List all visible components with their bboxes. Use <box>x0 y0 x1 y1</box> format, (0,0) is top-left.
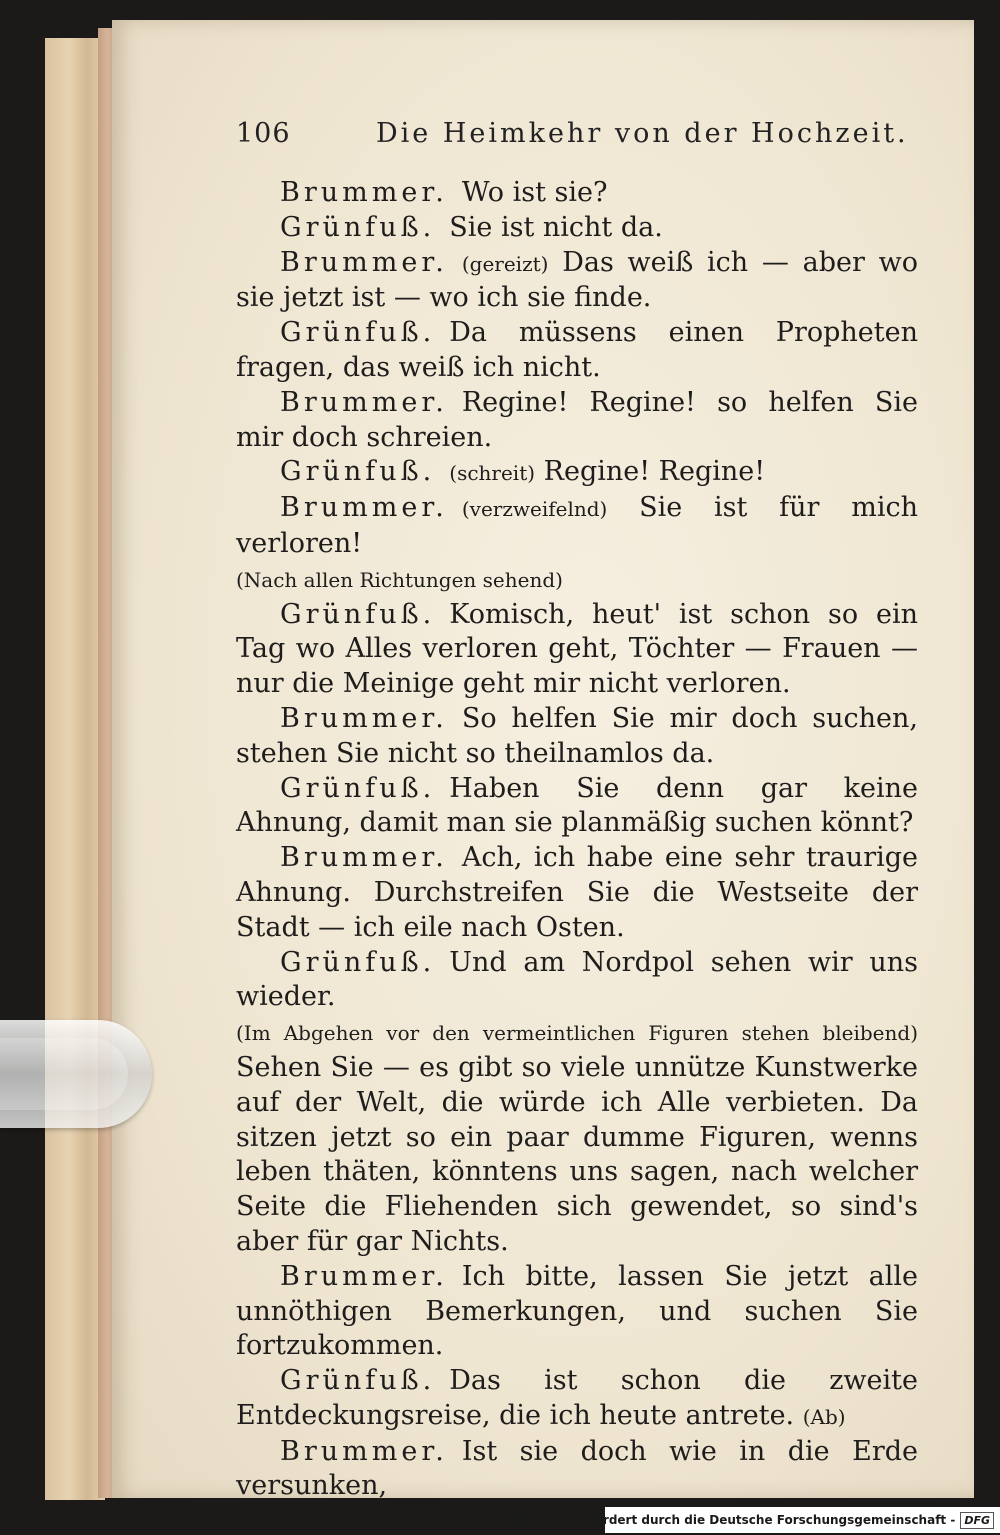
digitization-footer <box>468 1507 1000 1533</box>
page-clip <box>0 1020 152 1128</box>
paragraph <box>236 1435 918 1505</box>
paragraph <box>236 491 918 562</box>
paragraph <box>236 946 918 1016</box>
stage-direction-line <box>236 562 918 598</box>
dfg-logo: DFG <box>960 1512 994 1529</box>
speaker-name: Grünfuß. <box>280 211 436 243</box>
running-title: Die Heimkehr von der Hochzeit. <box>376 118 909 149</box>
paragraph <box>236 211 918 246</box>
speaker-name: Brummer. <box>280 492 448 524</box>
speaker-name: Grünfuß. <box>280 598 436 630</box>
speaker-name: Brummer. <box>280 842 448 874</box>
speech: Da müssens einen Propheten fragen, das weiß ich nicht. <box>236 317 918 383</box>
stage-direction: (verzweifelnd) <box>461 497 608 522</box>
speech: Regine! Regine! so helfen Sie mir doch schreien. <box>236 386 918 453</box>
speech: Und am Nordpol sehen wir uns wieder. <box>236 946 918 1013</box>
paragraph <box>236 246 918 317</box>
play-text <box>236 176 918 1504</box>
speech: Das weiß ich — aber wo sie jetzt ist — wo ich sie finde. <box>236 246 918 314</box>
paragraph <box>236 598 918 702</box>
speaker-name: Brummer. <box>280 246 448 278</box>
speaker-name: Grünfuß. <box>280 772 436 804</box>
speaker-name: Brummer. <box>280 1260 448 1292</box>
paragraph <box>236 316 918 386</box>
stage-direction: (schreit) <box>449 461 536 486</box>
paragraph <box>236 176 918 211</box>
speech: Ist sie doch wie in die Erde versunken, <box>236 1435 918 1502</box>
stage-direction: (gereizt) <box>461 251 549 276</box>
speech: Das ist schon die zweite Entdeckungsreise, die ich heute antrete. <box>236 1365 918 1431</box>
speech: So helfen Sie mir doch suchen, stehen Sie nicht so theilnamlos da. <box>236 702 918 769</box>
stage-direction: (Ab) <box>802 1404 846 1429</box>
speech: Ach, ich habe eine sehr traurige Ahnung. Durchstreifen Sie die Westseite der Stadt — ich eile nach Osten. <box>236 842 918 943</box>
page-stack <box>45 38 105 1500</box>
speaker-name: Grünfuß. <box>280 946 436 978</box>
stage-direction: (Nach allen Richtungen sehend) <box>236 567 563 592</box>
paragraph <box>236 455 918 491</box>
speaker-name: Brummer. <box>280 702 448 734</box>
speaker-name: Brummer. <box>280 177 448 208</box>
speech: Sehen Sie — es gibt so viele unnütze Kunstwerke auf der Welt, die würde ich Alle verbieten. Da sitzen jetzt so ein paar dumme Figuren, wenns leben thäten, könntens uns sagen, nach welcher Seite die Fliehenden sich gewendet, so sind's aber für gar Nichts. <box>236 1051 918 1257</box>
paragraph <box>236 1260 918 1364</box>
page-number: 106 <box>236 118 291 149</box>
paragraph <box>236 386 918 456</box>
paragraph <box>236 772 918 842</box>
speech: Haben Sie denn gar keine Ahnung, damit man sie planmäßig suchen könnt? <box>236 772 918 839</box>
paragraph <box>236 1015 918 1260</box>
speaker-name: Grünfuß. <box>280 456 436 488</box>
stage-direction: (Im Abgehen vor den vermeintlichen Figuren stehen bleibend) <box>236 1021 918 1046</box>
speech: Sie ist für mich verloren! <box>236 492 918 559</box>
page-header <box>236 118 916 154</box>
paragraph <box>236 1364 918 1435</box>
paragraph <box>236 702 918 772</box>
paragraph <box>236 841 918 945</box>
speaker-name: Grünfuß. <box>280 317 436 349</box>
speaker-name: Grünfuß. <box>280 1365 436 1397</box>
speech: Regine! Regine! <box>543 456 766 488</box>
speaker-name: Brummer. <box>280 386 448 418</box>
speech: Wo ist sie? <box>461 177 608 208</box>
speech: Ich bitte, lassen Sie jetzt alle unnöthigen Bemerkungen, und suchen Sie fortzukommen. <box>236 1260 918 1362</box>
footer-credit: Digitalisierung gefördert durch die Deutsche Forschungsgemeinschaft - <box>468 1513 956 1527</box>
speech: Komisch, heut' ist schon so ein Tag wo Alles verloren geht, Töchter — Frauen — nur die Meinige geht mir nicht verloren. <box>236 598 918 700</box>
speaker-name: Brummer. <box>280 1435 448 1467</box>
speech: Sie ist nicht da. <box>449 211 663 243</box>
